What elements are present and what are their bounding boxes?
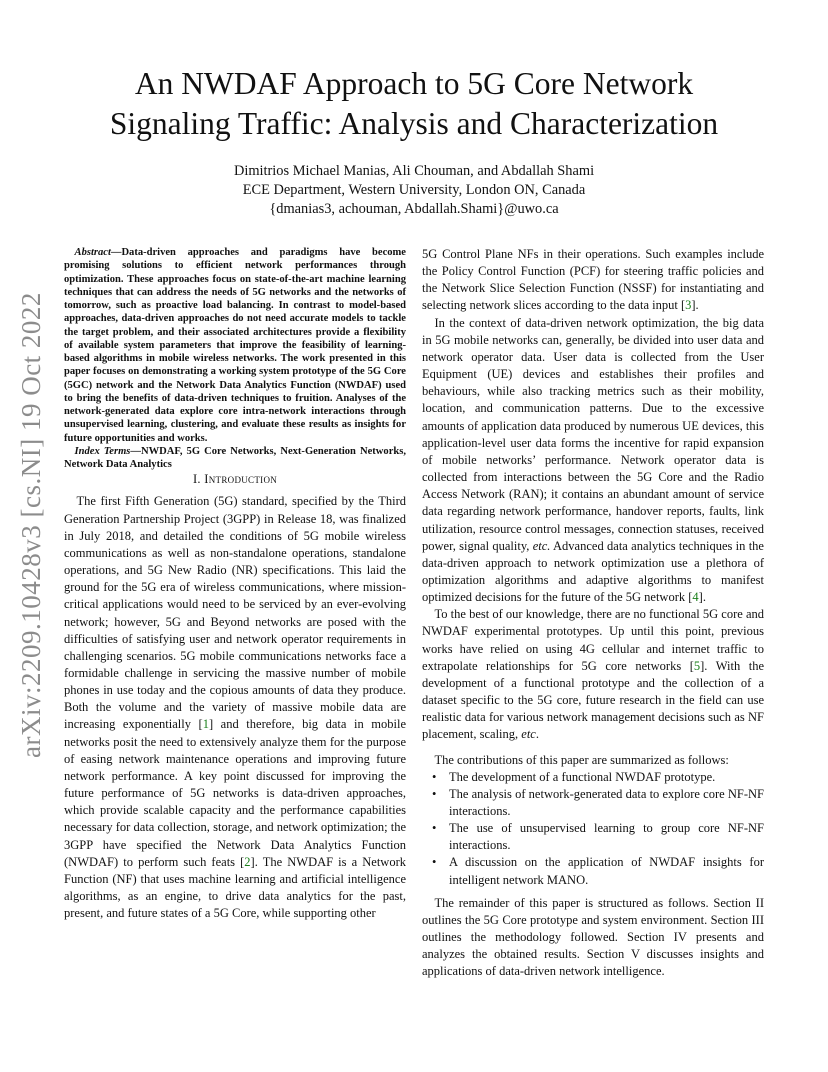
structure-paragraph: The remainder of this paper is structured as follows. Section II outlines the 5G Core prototype and system environment. Section III outlines the methodology followed. Section IV presents and analyzes the obtained results. Section V discusses insights and applications of data-driven network intelligence. [422,895,764,979]
author-names: Dimitrios Michael Manias, Ali Chouman, and Abdallah Shami [233,163,595,179]
paragraph-text: Advanced data analytics techniques in the data-driven approach to network optimization use a plethora of optimization algorithms and adaptive algorithms to manifest optimized decisions for the future of the 5G network [422,538,764,605]
intro-paragraph-3 [422,606,764,743]
right-column [422,246,764,981]
left-column [64,246,406,922]
intro-paragraph-1 [64,493,406,922]
section-title: Introduction [204,472,278,487]
intro-paragraph-2 [422,315,764,607]
paragraph-spacer [422,744,764,752]
paragraph-text: . [535,727,539,742]
citation-link[interactable]: [ 1 ] [199,717,214,731]
paragraph-text: and therefore, big data in mobile networks posit the need to extensively analyze them for the purpose of easing network maintenance operations and improving future network performance. A key point discussed for improving the future performance of 5G networks is data-driven approaches, which provide scalable capacity and the performance capabilities necessary for data collection, storage, and network optimization; the 3GPP have specified the Network Data Analytics Function (NWDAF) to perform such feats [64,717,406,869]
citation-link[interactable]: [ 5 ] [690,659,705,673]
section-heading-introduction [64,471,406,488]
contributions-intro: The contributions of this paper are summarized as follows: [434,752,729,767]
list-item: • A discussion on the application of NWDAF insights for intelligent network MANO. [449,854,764,888]
intro-paragraph-1-continued [422,246,764,315]
paragraph-text: To the best of our knowledge, there are no functional 5G core and NWDAF experimental prototypes. Up until this point, previous works have relied on using 4G cellular and internet traffic to extrapolate relationships for 5G core networks [422,607,764,673]
paper-title [60,64,768,144]
paragraph-text: In the context of data-driven network optimization, the big data in 5G mobile networks can, generally, be divided into user data and network operator data. User data is collected from the User Equipment (UE) devices and establishes their profiles and behaviours, while also tracking metrics such as their mobility, location, and communication patterns. Due to the excessive amounts of application data produced by numerous UE devices, this application-level user data forms the incentive for rapid expansion of mobile networks’ performance. Network operator data is collected from interactions between the 5G Core and the Radio Access Network (RAN); it contains an abundant amount of service data regarding network performance, handover reports, faults, link utilization, resource control messages, connection statuses, received power, signal quality, [422,315,764,553]
index-terms-text: —NWDAF, 5G Core Networks, Next-Generation Networks, Network Data Analytics [64,445,406,470]
paragraph-text: . The NWDAF is a Network Function (NF) that uses machine learning and artificial intelligence algorithms, as an engine, to drive data analytics for the past, present, and future states of a 5G Core, while supporting other [64,854,406,921]
title-line-1: An NWDAF Approach to 5G Core Network [134,66,694,101]
contributions-list [422,769,764,889]
paragraph-text: . [702,590,706,605]
abstract-label: Abstract [74,247,111,258]
etc-italic: etc [521,727,536,742]
paragraph-text: . [695,298,699,313]
arxiv-identifier: arXiv:2209.10428v3 [cs.NI] 19 Oct 2022 [16,292,46,758]
list-item: • The development of a functional NWDAF prototype. [449,769,764,786]
author-block [60,162,768,219]
citation-link[interactable]: [ 2 ] [240,855,255,869]
author-emails: {dmanias3, achouman, Abdallah.Shami}@uwo.ca [269,201,559,217]
paragraph-text: The first Fifth Generation (5G) standard, specified by the Third Generation Partnership Project (3GPP) in Release 18, was finalized in July 2018, and detailed the conditions of 5G mobile wireless communications as well as non-standalone operations, standalone operations, and 5G New Radio (NR) specifications. This laid the ground for the 5G era of wireless communications, where mission-critical applications would need to be serviced by an ever-evolving network; however, 5G and Beyond networks are posed with the difficulties of satisfying user and network operator requirements in challenging scenarios. 5G mobile communications networks face a formidable challenge in servicing the massive number of mobile phones in use today and the copious amounts of data they produce. Both the volume and the variety of massive mobile data are increasing exponentially [64,494,406,732]
etc-italic: etc. [532,538,551,553]
paragraph-text: 5G Control Plane NFs in their operations. Such examples include the Policy Control Function (PCF) for steering traffic policies and the Network Slice Selection Function (NSSF) for instantiating and selecting network slices according to the data input [422,247,764,313]
citation-link[interactable]: [ 3 ] [681,298,696,312]
list-item: • The analysis of network-generated data to explore core NF-NF interactions. [449,786,764,820]
citation-link[interactable]: [ 4 ] [688,590,703,604]
paragraph-text: . With the development of a functional prototype and the collection of a dataset specific to the 5G core, future research in the field can use realistic data for various network management decisions such as NF placement, scaling, [422,658,764,742]
author-affiliation: ECE Department, Western University, London ON, Canada [242,182,586,198]
section-number: I. [192,472,201,487]
abstract-text: —Data-driven approaches and paradigms have become promising solutions to efficient network performances through optimization. These approaches focus on state-of-the-art machine learning techniques that can address the needs of 5G networks and the networks of tomorrow, such as proactive load balancing. In contrast to model-based approaches, data-driven approaches do not need accurate models to tackle the target problem, and their associated architectures provide a flexibility of available system parameters that improve the feasibility of learning-based algorithms in mobile wireless networks. The work presented in this paper focuses on demonstrating a working system prototype of the 5G Core (5GC) network and the Network Data Analytics Function (NWDAF) used to bring the benefits of data-driven techniques to fruition. Analyses of the network-generated data explore core intra-network interactions through unsupervised learning, clustering, and evaluate these results as insights for future opportunities and works. [64,247,406,444]
title-line-2: Signaling Traffic: Analysis and Characterization [109,106,719,141]
list-item: • The use of unsupervised learning to group core NF-NF interactions. [449,820,764,854]
abstract [64,246,406,445]
index-terms [64,445,406,472]
index-terms-label: Index Terms [74,445,131,457]
